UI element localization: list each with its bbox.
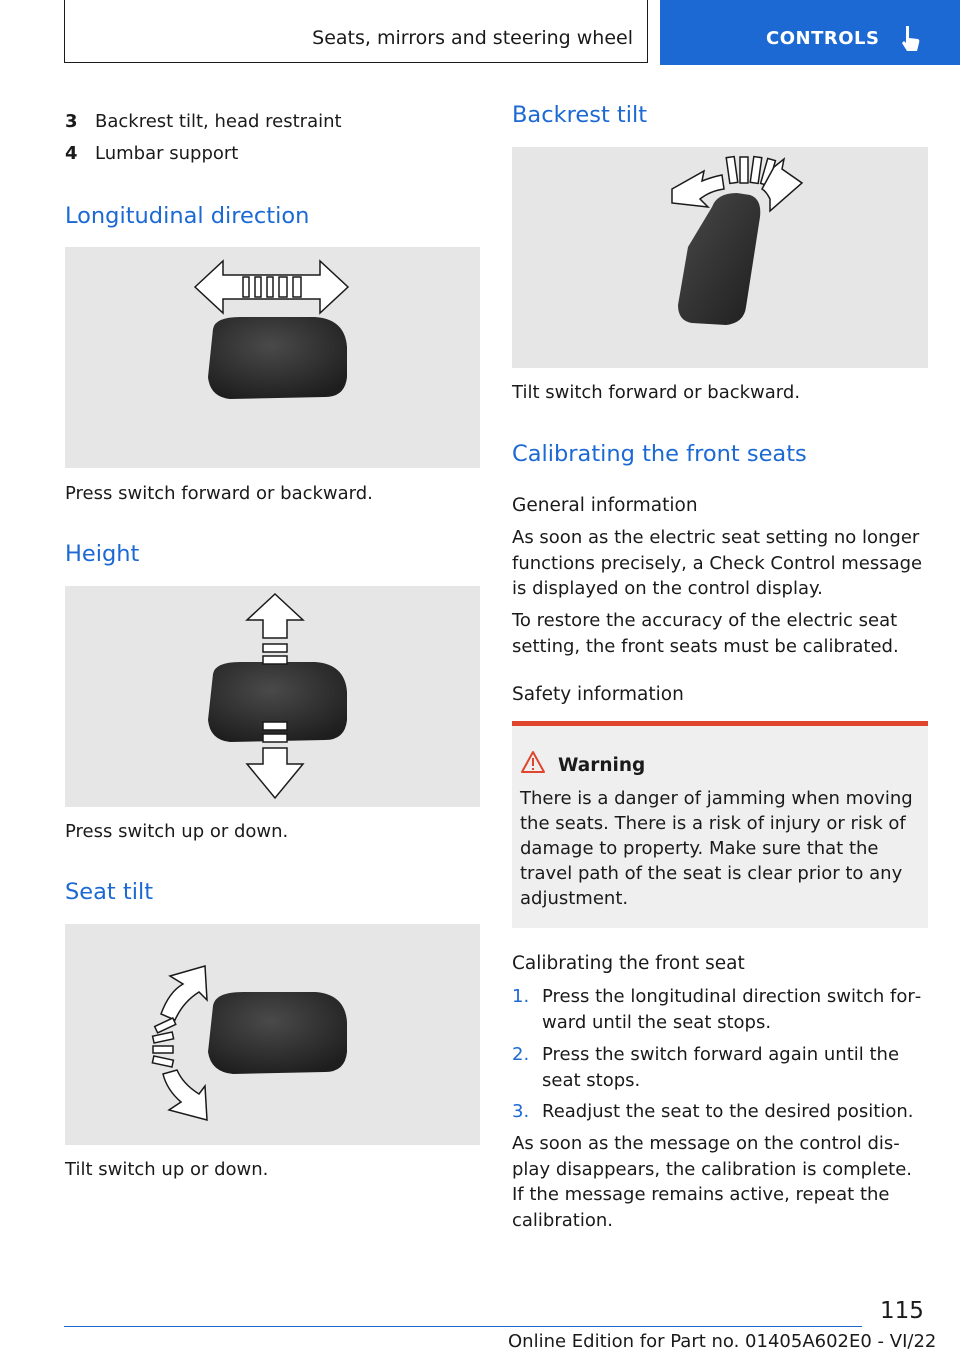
text-general-2: To restore the accuracy of the electric seat setting, the front seats must be calibrated. bbox=[512, 610, 899, 657]
warning-box bbox=[512, 721, 928, 928]
heading-general-information: General information bbox=[512, 495, 698, 516]
text-seat-tilt: Tilt switch up or down. bbox=[65, 1159, 269, 1180]
text-backrest: Tilt switch forward or backward. bbox=[512, 382, 801, 403]
figure-longitudinal-switch bbox=[65, 247, 480, 468]
figure-seat-tilt-switch bbox=[65, 924, 480, 1145]
heading-height: Height bbox=[65, 541, 140, 567]
warning-title: Warning bbox=[558, 755, 646, 776]
warning-text: There is a danger of jamming when moving the seats. There is a risk of injury or risk of damage to property. Make sure that the travel path of the seat is clear prior to any adjustment. bbox=[520, 788, 913, 909]
text-longitudinal: Press switch forward or backward. bbox=[65, 483, 373, 504]
heading-longitudinal: Longitudinal direction bbox=[65, 203, 310, 229]
footer-divider bbox=[64, 1326, 862, 1327]
heading-safety-information: Safety information bbox=[512, 684, 684, 705]
figure-backrest-switch bbox=[512, 147, 928, 368]
figure-height-switch bbox=[65, 586, 480, 807]
warning-triangle-icon bbox=[520, 750, 546, 774]
heading-seat-tilt: Seat tilt bbox=[65, 879, 154, 905]
text-closing-1: As soon as the message on the control display disappears, the calibration is complete. bbox=[512, 1133, 912, 1180]
list-item: 4 Lumbar support bbox=[65, 143, 239, 164]
header-section-box bbox=[64, 0, 648, 63]
heading-backrest-tilt: Backrest tilt bbox=[512, 102, 648, 128]
header-chapter-tab[interactable] bbox=[660, 0, 960, 65]
header-section-title: Seats, mirrors and steering wheel bbox=[312, 27, 633, 49]
heading-calibrating-front-seat: Calibrating the front seat bbox=[512, 953, 745, 974]
heading-calibrating: Calibrating the front seats bbox=[512, 441, 807, 467]
text-height: Press switch up or down. bbox=[65, 821, 289, 842]
text-closing-2: If the message remains active, repeat the calibration. bbox=[512, 1184, 890, 1231]
list-item: 3 Backrest tilt, head restraint bbox=[65, 111, 342, 132]
text-general-1: As soon as the electric seat setting no longer functions precisely, a Check Control message is displayed on the control display. bbox=[512, 527, 923, 599]
footer-edition: Online Edition for Part no. 01405A602E0 - VI/22 bbox=[508, 1331, 937, 1352]
page-number: 115 bbox=[880, 1298, 924, 1324]
pointing-hand-icon bbox=[898, 24, 922, 54]
header-chapter-title: CONTROLS bbox=[766, 28, 880, 49]
